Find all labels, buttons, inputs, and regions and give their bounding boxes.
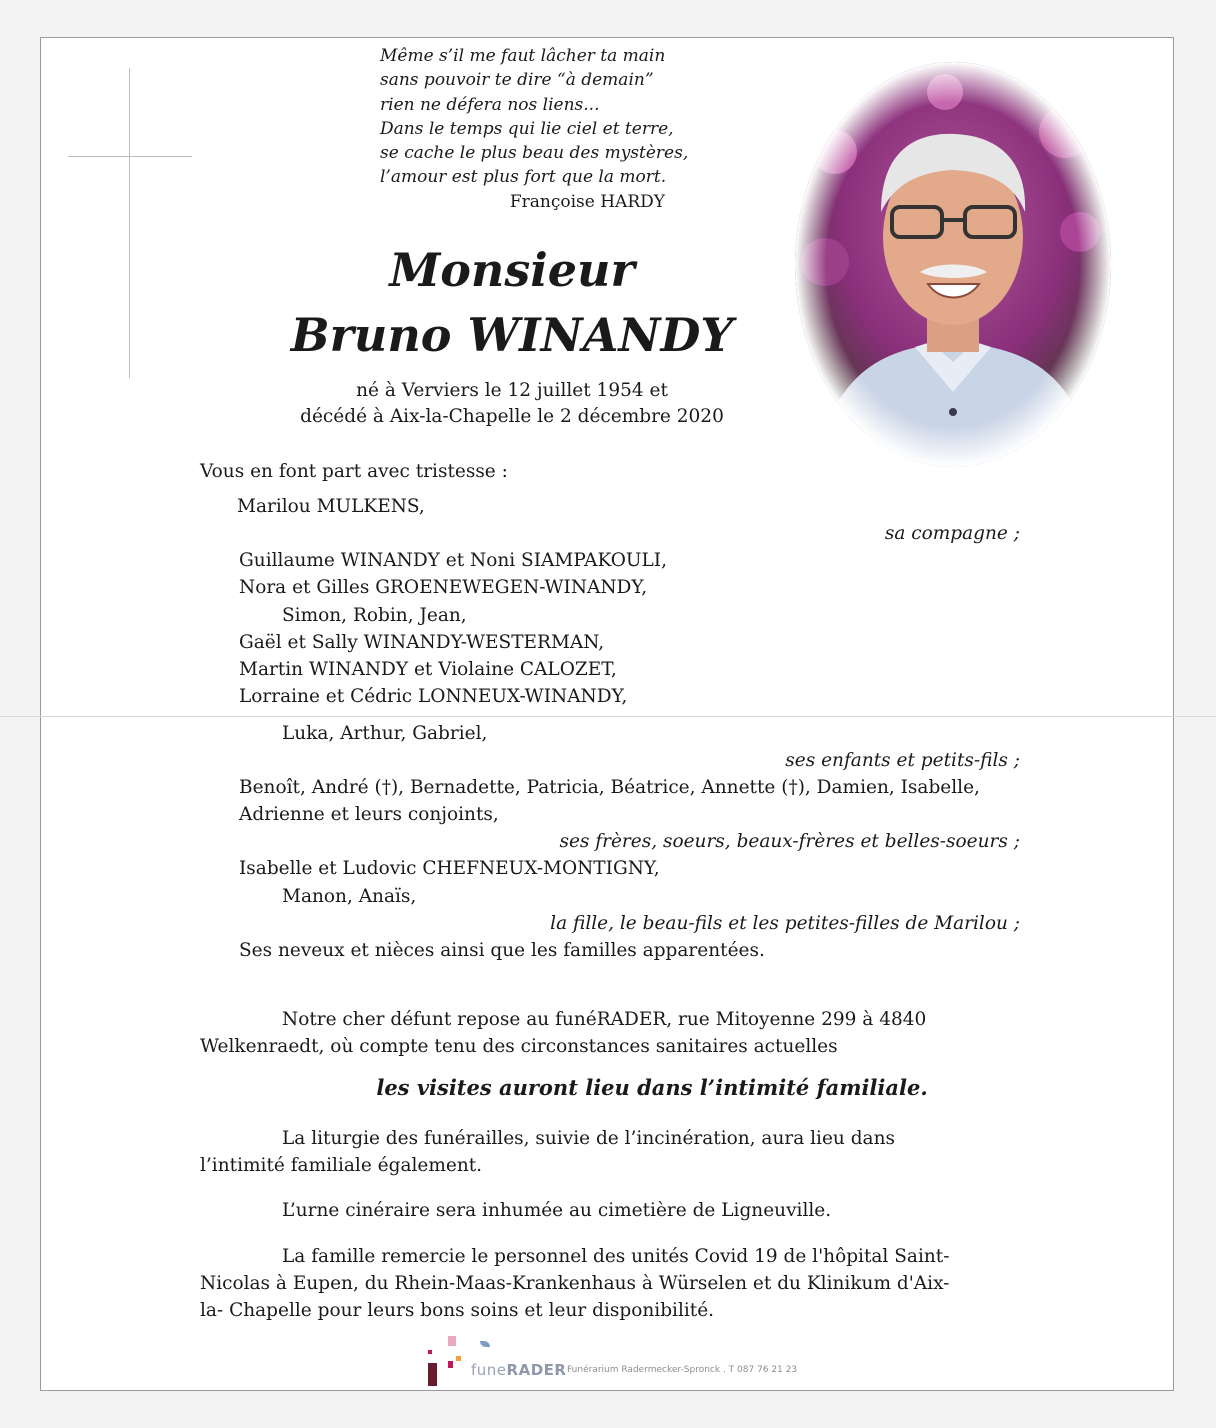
poem-line: Même s’il me faut lâcher ta main [380, 46, 666, 66]
siblings-line: Adrienne et leurs conjoints, [239, 804, 499, 825]
repose-line: Welkenraedt, où compte tenu des circonstances sanitaires actuelles [200, 1036, 838, 1057]
poem-line: rien ne défera nos liens... [380, 94, 600, 115]
poem-line: se cache le plus beau des mystères, [380, 143, 689, 164]
brand-prefix: fune [471, 1361, 507, 1379]
portrait-illustration [795, 62, 1111, 467]
life-dates [250, 378, 774, 430]
repose-paragraph [200, 1006, 1021, 1060]
liturgy-line: l’intimité familiale également. [200, 1155, 483, 1176]
family-line: Nora et Gilles GROENEWEGEN-WINANDY, [239, 577, 648, 598]
family-line: Luka, Arthur, Gabriel, [282, 723, 488, 744]
siblings-role: ses frères, soeurs, beaux-frères et belles-soeurs ; [559, 831, 1020, 852]
thanks-line: la- Chapelle pour leurs bons soins et leur disponibilité. [200, 1300, 715, 1321]
poem-line: sans pouvoir te dire “à demain” [380, 70, 654, 91]
family-line: Guillaume WINANDY et Noni SIAMPAKOULI, [239, 550, 667, 571]
family-line: Gaël et Sally WINANDY-WESTERMAN, [239, 632, 605, 653]
marilou-role: la fille, le beau-fils et les petites-filles de Marilou ; [550, 913, 1020, 934]
family-line: Martin WINANDY et Violaine CALOZET, [239, 659, 617, 680]
family-line: Isabelle et Ludovic CHEFNEUX-MONTIGNY, [239, 858, 660, 879]
birth-line: né à Verviers le 12 juillet 1954 et [356, 380, 668, 401]
poem [380, 44, 689, 214]
cross-horizontal [68, 156, 192, 157]
death-line: décédé à Aix-la-Chapelle le 2 décembre 2020 [300, 406, 724, 427]
thanks-paragraph [200, 1243, 1021, 1324]
family-others: Ses neveux et nièces ainsi que les familles apparentées. [239, 940, 765, 961]
funerarium-details: Funérarium Radermecker-Spronck . T 087 76 21 23 [567, 1365, 798, 1375]
poem-line: Dans le temps qui lie ciel et terre, [380, 118, 674, 139]
thanks-line: La famille remercie le personnel des unités Covid 19 de l'hôpital Saint- [282, 1246, 950, 1267]
companion-role: sa compagne ; [884, 523, 1020, 544]
companion-name: Marilou MULKENS, [237, 496, 425, 517]
logo-square [428, 1363, 437, 1386]
family-line: Simon, Robin, Jean, [282, 605, 467, 626]
liturgy-paragraph [200, 1125, 1021, 1179]
fold-line [0, 716, 1216, 717]
logo-square [456, 1356, 461, 1361]
family-line: Manon, Anaïs, [282, 886, 417, 907]
title-honorific: Monsieur [389, 243, 635, 297]
children-role: ses enfants et petits-fils ; [785, 750, 1020, 771]
thanks-line: Nicolas à Eupen, du Rhein-Maas-Krankenhaus à Würselen et du Klinikum d'Aix- [200, 1273, 950, 1294]
liturgy-line: La liturgie des funérailles, suivie de l’incinération, aura lieu dans [282, 1128, 895, 1149]
logo-square [428, 1350, 432, 1354]
portrait-photo [795, 62, 1111, 467]
logo-square [448, 1361, 453, 1368]
logo-square [448, 1336, 456, 1346]
urn-line: L’urne cinéraire sera inhumée au cimetière de Ligneuville. [282, 1200, 832, 1221]
cross-vertical [129, 68, 130, 378]
poem-line: l’amour est plus fort que la mort. [380, 167, 667, 188]
siblings-line: Benoît, André (†), Bernadette, Patricia, Béatrice, Annette (†), Damien, Isabelle, [239, 777, 980, 798]
funerarium-brand [471, 1361, 566, 1379]
brand-name: RADER [506, 1361, 567, 1379]
poem-author: Françoise HARDY [509, 191, 665, 212]
repose-line: Notre cher défunt repose au funéRADER, rue Mitoyenne 299 à 4840 [282, 1009, 927, 1030]
urn-paragraph [200, 1197, 1021, 1224]
visits-notice: les visites auront lieu dans l’intimité familiale. [376, 1075, 928, 1100]
deceased-name: Bruno WINANDY [290, 308, 734, 362]
family-intro: Vous en font part avec tristesse : [200, 461, 508, 482]
family-line: Lorraine et Cédric LONNEUX-WINANDY, [239, 686, 628, 707]
